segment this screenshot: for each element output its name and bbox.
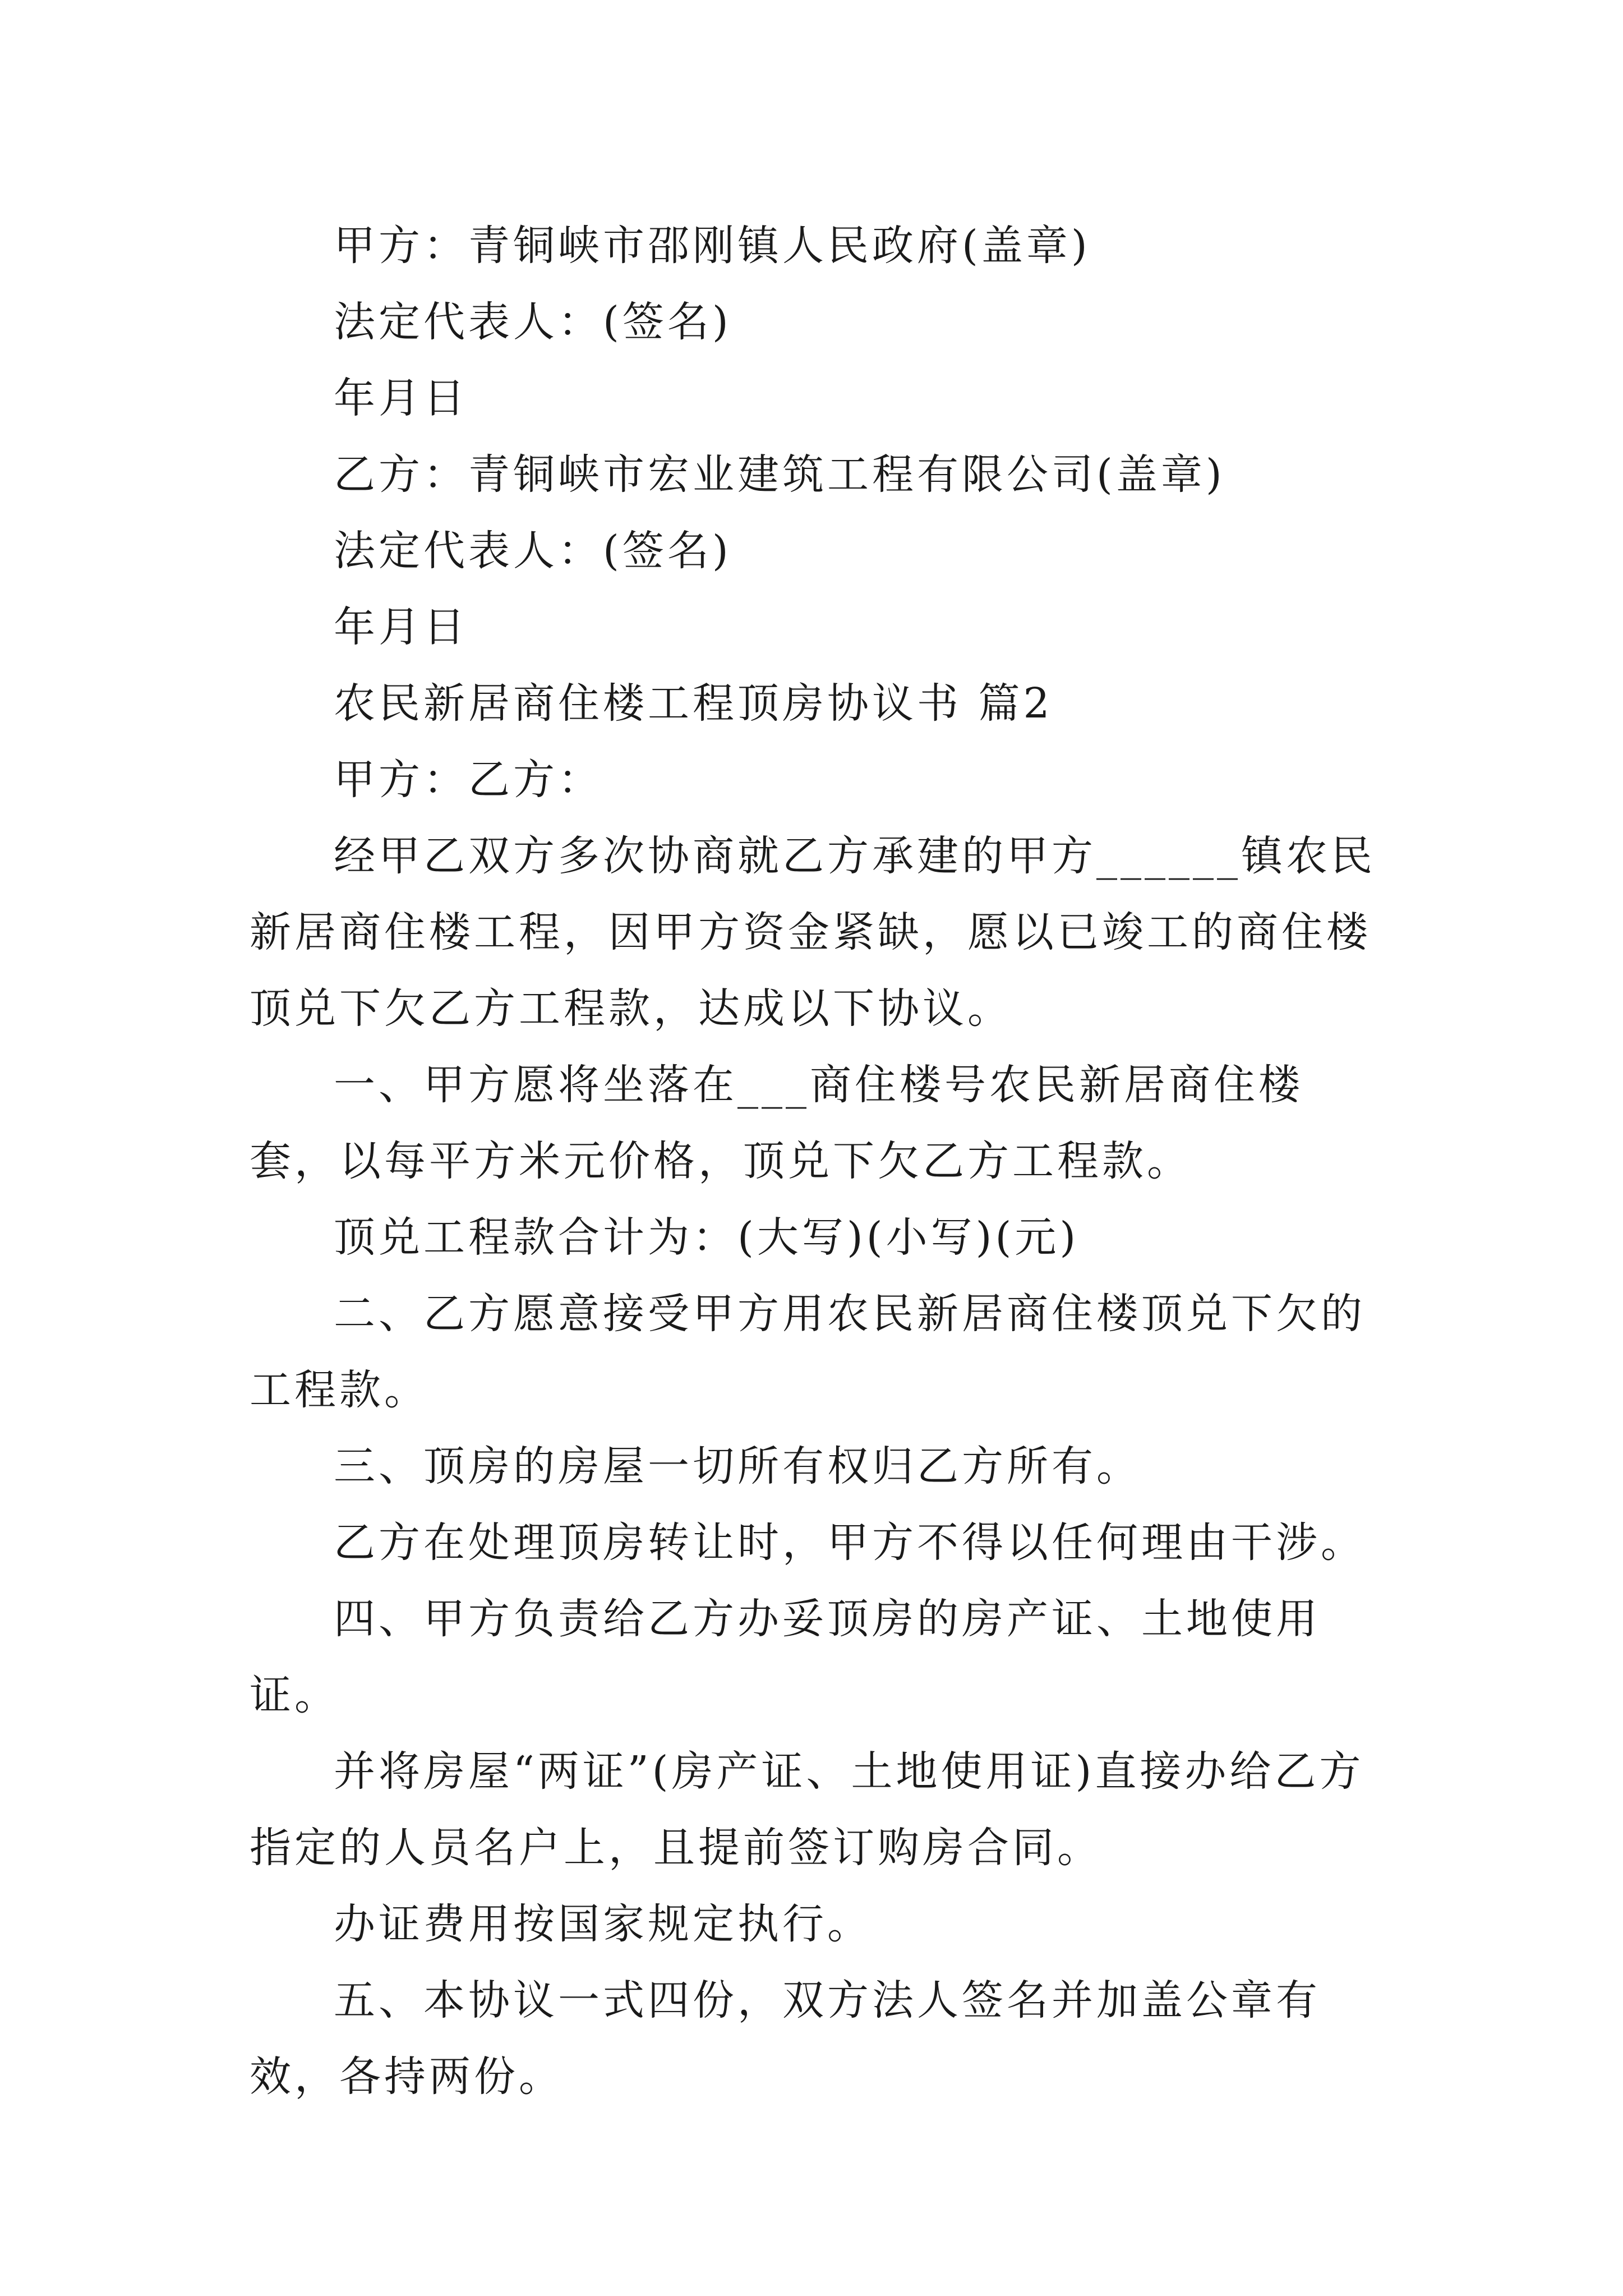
party-b-representative: 法定代表人：(签名): [334, 527, 732, 575]
document-body: [250, 208, 1377, 2115]
clause-5-paragraph: 五、本协议一式四份，双方法人签名并加盖公章有效，各持两份。: [250, 1976, 1321, 2101]
party-a-representative: 法定代表人：(签名): [334, 298, 732, 346]
party-b-date: 年月日: [334, 603, 468, 651]
party-a-line: 甲方：青铜峡市邵刚镇人民政府(盖章): [334, 222, 1091, 270]
intro-paragraph: 经甲乙双方多次协商就乙方承建的甲方______镇农民新居商住楼工程，因甲方资金紧缺，愿以已竣工的商住楼顶兑下欠乙方工程款，达成以下协议。: [250, 832, 1376, 1033]
total-paragraph: 顶兑工程款合计为：(大写)(小写)(元): [334, 1213, 1080, 1262]
parties-line: 甲方：乙方：: [334, 756, 603, 804]
party-a-date: 年月日: [334, 374, 468, 422]
section-title: 农民新居商住楼工程顶房协议书 篇2: [334, 679, 1053, 728]
clause-3b-paragraph: 乙方在处理顶房转让时，甲方不得以任何理由干涉。: [334, 1519, 1366, 1567]
clause-2-paragraph: 二、乙方愿意接受甲方用农民新居商住楼顶兑下欠的工程款。: [250, 1290, 1366, 1414]
clause-4b-paragraph: 并将房屋“两证”(房产证、土地使用证)直接办给乙方指定的人员名户上，且提前签订购房合同。: [250, 1747, 1364, 1872]
clause-4-paragraph: 四、甲方负责给乙方办妥顶房的房产证、土地使用证。: [250, 1595, 1321, 1719]
clause-3-paragraph: 三、顶房的房屋一切所有权归乙方所有。: [334, 1442, 1141, 1490]
clause-1-paragraph: 一、甲方愿将坐落在___商住楼号农民新居商住楼套，以每平方米元价格，顶兑下欠乙方工程款。: [250, 1061, 1303, 1185]
party-b-line: 乙方：青铜峡市宏业建筑工程有限公司(盖章): [334, 450, 1225, 499]
clause-4c-paragraph: 办证费用按国家规定执行。: [334, 1900, 872, 1948]
